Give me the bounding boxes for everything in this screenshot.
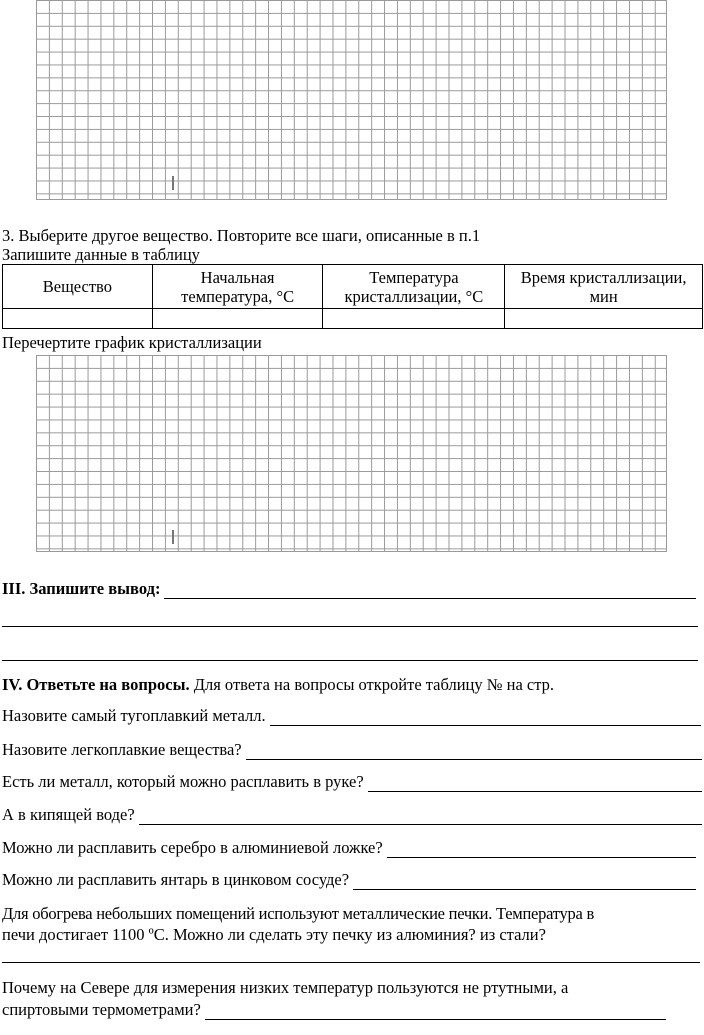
data-table xyxy=(2,264,703,329)
answer-line[interactable] xyxy=(2,660,698,661)
question-row xyxy=(2,870,696,890)
graph-grid-bottom xyxy=(36,355,667,552)
section-iv-intro: Для ответа на вопросы откройте таблицу № на стр. xyxy=(193,675,555,694)
graph-instruction: Перечертите график кристаллизации xyxy=(2,333,262,352)
question-text: Есть ли металл, который можно расплавить в руке? xyxy=(2,772,364,791)
section-iv-label: IV. Ответьте на вопросы. xyxy=(2,675,190,694)
table-header-cell: Начальная температура, °C xyxy=(152,265,323,309)
section-3-title: 3. Выберите другое вещество. Повторите все шаги, описанные в п.1 xyxy=(2,226,481,245)
table-header-cell: Температура кристаллизации, °C xyxy=(323,265,505,309)
answer-line[interactable] xyxy=(2,962,700,963)
question-text: А в кипящей воде? xyxy=(2,805,135,824)
table-header-cell: Вещество xyxy=(3,265,153,309)
question-row xyxy=(2,772,702,792)
question-text: Можно ли расплавить серебро в алюминиевой ложке? xyxy=(2,838,383,857)
answer-line[interactable] xyxy=(164,582,696,599)
answer-line[interactable] xyxy=(139,808,702,825)
table-header-row xyxy=(3,265,703,309)
section-iii-label: III. Запишите вывод: xyxy=(2,579,161,598)
question-text: Назовите легкоплавкие вещества? xyxy=(2,740,242,759)
answer-line[interactable] xyxy=(2,626,698,627)
table-cell[interactable] xyxy=(505,309,703,329)
question-row xyxy=(2,805,702,825)
answer-line[interactable] xyxy=(368,775,702,792)
question-row xyxy=(2,740,702,760)
answer-line[interactable] xyxy=(246,743,702,760)
table-instruction: Запишите данные в таблицу xyxy=(2,245,200,264)
question-text: Можно ли расплавить янтарь в цинковом сосуде? xyxy=(2,870,350,889)
question-text: Назовите самый тугоплавкий металл. xyxy=(2,706,266,725)
table-cell[interactable] xyxy=(152,309,323,329)
answer-line[interactable] xyxy=(387,841,696,858)
grid-mark xyxy=(172,530,174,544)
grid-mark xyxy=(172,176,174,190)
question-text: спиртовыми термометрами? xyxy=(2,1000,201,1019)
answer-line[interactable] xyxy=(353,873,696,890)
table-header-cell: Время кристаллизации, мин xyxy=(505,265,703,309)
answer-line[interactable] xyxy=(205,1003,666,1020)
north-question-line-1: Почему на Севере для измерения низких температур пользуются не ртутными, а xyxy=(2,978,569,997)
answer-line[interactable] xyxy=(270,709,701,726)
section-iv-header xyxy=(2,675,554,695)
table-row xyxy=(3,309,703,329)
table-cell[interactable] xyxy=(323,309,505,329)
table-cell[interactable] xyxy=(3,309,153,329)
stove-question-line-1: Для обогрева небольших помещений используют металлические печки. Температура в xyxy=(2,904,595,923)
question-row xyxy=(2,838,696,858)
question-row xyxy=(2,1000,666,1020)
conclusion-row xyxy=(2,579,696,599)
graph-grid-top xyxy=(36,0,667,200)
stove-question-line-2: печи достигает 1100 ºС. Можно ли сделать эту печку из алюминия? из стали? xyxy=(2,925,546,944)
question-row xyxy=(2,706,701,726)
